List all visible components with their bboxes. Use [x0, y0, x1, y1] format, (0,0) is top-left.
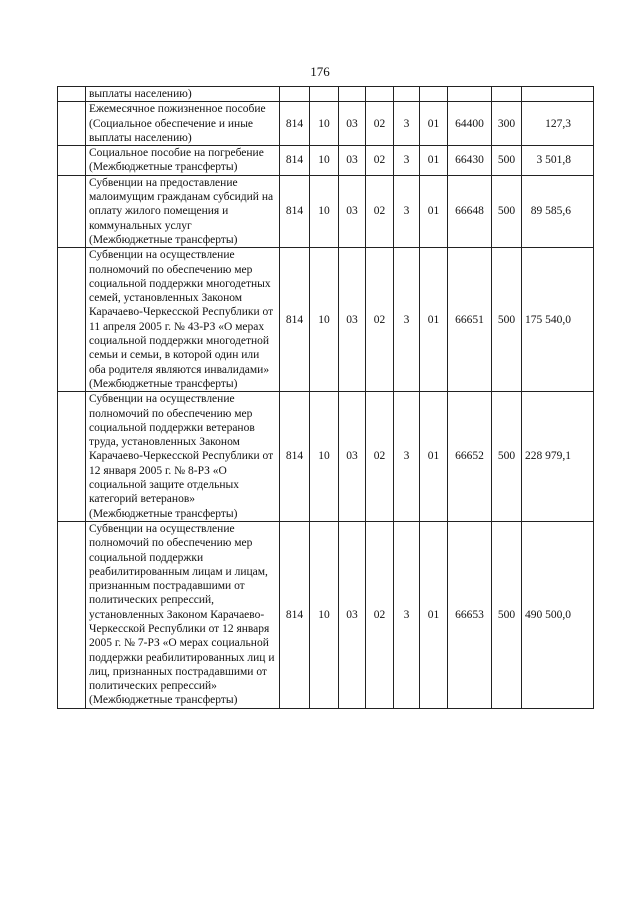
ved-cell: 814 [280, 392, 310, 522]
pr-cell: 03 [339, 175, 366, 247]
amount-cell: 175 540,0 [522, 248, 594, 392]
ved-cell: 814 [280, 175, 310, 247]
row-name-cell: Субвенции на осуществление полномочий по обеспечению мер социальной поддержки ветеранов труда, установленных Законом Карачаево-Черкесской Республики от 12 января 2005 г. № 8-РЗ «О социальной защите отдельных категорий ветеранов» (Межбюджетные трансферты) [86, 392, 280, 522]
table-row-continuation [58, 87, 594, 102]
pr-cell: 03 [339, 102, 366, 146]
csr-part2-cell: 3 [394, 392, 420, 522]
table-row [58, 146, 594, 176]
vr-cell: 300 [492, 102, 522, 146]
pr-cell: 03 [339, 521, 366, 708]
csr-part2-cell: 3 [394, 248, 420, 392]
csr-part2-cell: 3 [394, 175, 420, 247]
amount-cell: 228 979,1 [522, 392, 594, 522]
vr-cell: 500 [492, 521, 522, 708]
amount-cell: 127,3 [522, 102, 594, 146]
rz-cell: 10 [310, 146, 339, 176]
vr-cell: 500 [492, 175, 522, 247]
blank-cell [58, 102, 86, 146]
budget-table [57, 86, 594, 709]
row-name-cell: Субвенции на осуществление полномочий по обеспечению мер социальной поддержки многодетных семей, установленных Законом Карачаево-Черкесской Республики от 11 апреля 2005 г. № 43-РЗ «О мерах социальной поддержки многодетной семьи и семьи, в которой один или оба родителя являются инвалидами» (Межбюджетные трансферты) [86, 248, 280, 392]
blank-cell [58, 521, 86, 708]
vr-cell: 500 [492, 392, 522, 522]
csr-part4-cell: 66651 [448, 248, 492, 392]
csr-part3-cell: 01 [420, 102, 448, 146]
rz-cell: 10 [310, 248, 339, 392]
csr-part1-cell: 02 [366, 102, 394, 146]
blank-cell [58, 87, 86, 102]
blank-cell [58, 146, 86, 176]
csr-part4-cell: 66430 [448, 146, 492, 176]
amount-cell: 490 500,0 [522, 521, 594, 708]
csr-part3-cell: 01 [420, 521, 448, 708]
row-name-cell: Субвенции на осуществление полномочий по обеспечению мер социальной поддержки реабилитированным лицам и лицам, признанным пострадавшими от политических репрессий, установленных Законом Карачаево-Черкесской Республики от 12 января 2005 г. № 7-РЗ «О мерах социальной поддержки реабилитированных лиц и лиц, признанных пострадавшими от политических репрессий» (Межбюджетные трансферты) [86, 521, 280, 708]
pr-cell: 03 [339, 146, 366, 176]
csr-part2-cell: 3 [394, 521, 420, 708]
blank-cell [58, 392, 86, 522]
csr-part2-cell: 3 [394, 102, 420, 146]
csr-part2-cell: 3 [394, 146, 420, 176]
table-row [58, 392, 594, 522]
row-name-cell: Социальное пособие на погребение (Межбюджетные трансферты) [86, 146, 280, 176]
ved-cell: 814 [280, 248, 310, 392]
table-row [58, 175, 594, 247]
csr-part3-cell: 01 [420, 146, 448, 176]
csr-part1-cell: 02 [366, 146, 394, 176]
csr-part3-cell: 01 [420, 248, 448, 392]
rz-cell: 10 [310, 521, 339, 708]
ved-cell: 814 [280, 102, 310, 146]
rz-cell: 10 [310, 175, 339, 247]
blank-cell [58, 248, 86, 392]
table-row [58, 102, 594, 146]
csr-part1-cell: 02 [366, 175, 394, 247]
table-row [58, 521, 594, 708]
csr-part1-cell: 02 [366, 521, 394, 708]
amount-cell: 3 501,8 [522, 146, 594, 176]
vr-cell: 500 [492, 146, 522, 176]
csr-part4-cell: 64400 [448, 102, 492, 146]
row-name-cell: Субвенции на предоставление малоимущим гражданам субсидий на оплату жилого помещения и коммунальных услуг (Межбюджетные трансферты) [86, 175, 280, 247]
page-number: 176 [310, 64, 330, 79]
pr-cell: 03 [339, 392, 366, 522]
amount-cell: 89 585,6 [522, 175, 594, 247]
row-name-cell: выплаты населению) [86, 87, 280, 102]
pr-cell: 03 [339, 248, 366, 392]
csr-part3-cell: 01 [420, 175, 448, 247]
ved-cell: 814 [280, 146, 310, 176]
csr-part1-cell: 02 [366, 248, 394, 392]
table-row [58, 248, 594, 392]
csr-part3-cell: 01 [420, 392, 448, 522]
row-name-cell: Ежемесячное пожизненное пособие (Социальное обеспечение и иные выплаты населению) [86, 102, 280, 146]
csr-part4-cell: 66653 [448, 521, 492, 708]
vr-cell: 500 [492, 248, 522, 392]
ved-cell: 814 [280, 521, 310, 708]
rz-cell: 10 [310, 392, 339, 522]
csr-part1-cell: 02 [366, 392, 394, 522]
rz-cell: 10 [310, 102, 339, 146]
blank-cell [58, 175, 86, 247]
csr-part4-cell: 66648 [448, 175, 492, 247]
csr-part4-cell: 66652 [448, 392, 492, 522]
